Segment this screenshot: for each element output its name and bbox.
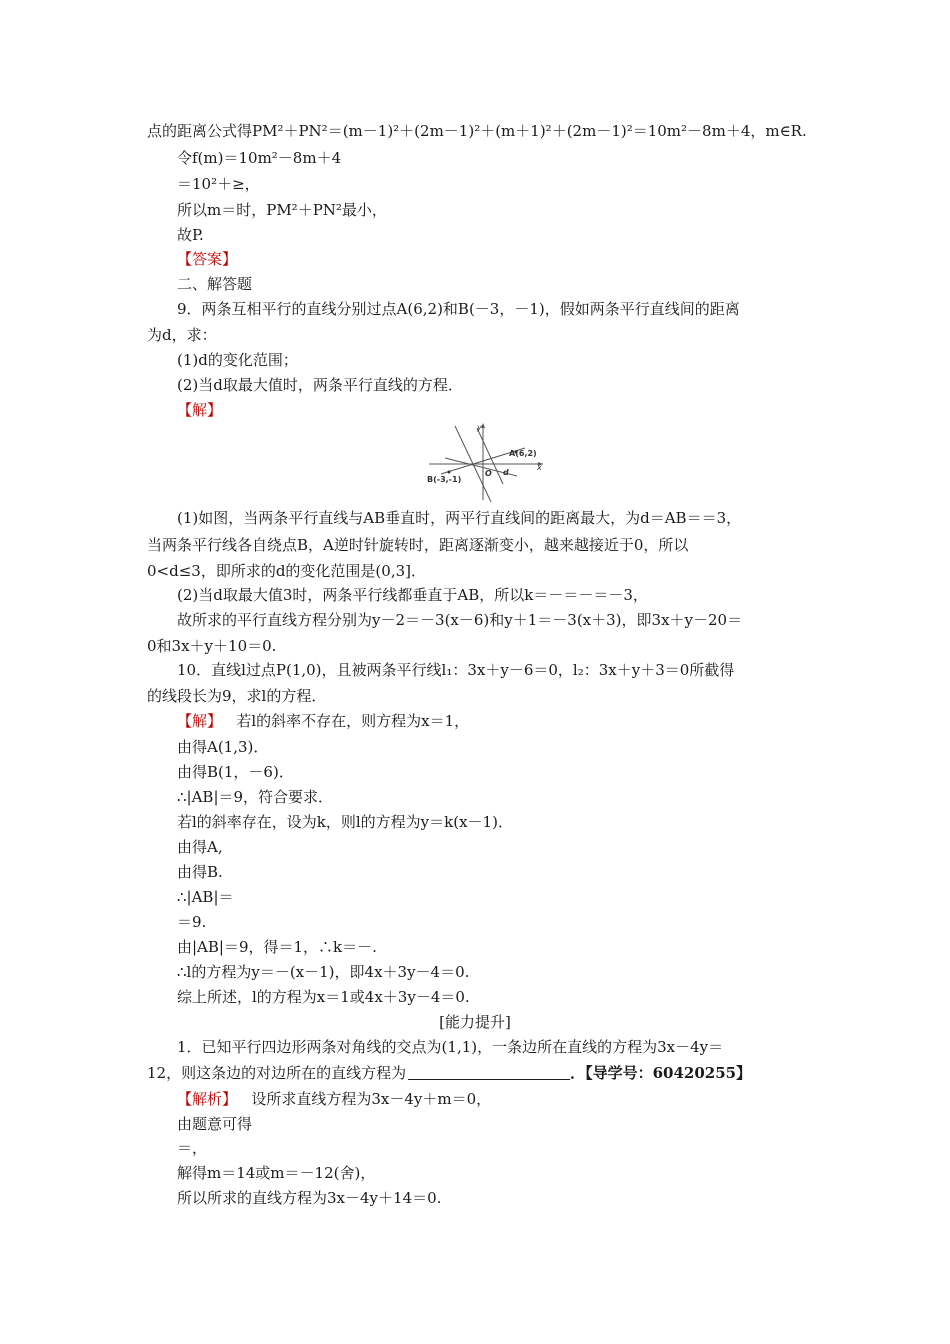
text-line: 综上所述，l的方程为x＝1或4x＋3y－4＝0.	[177, 988, 470, 1006]
text-span: 若l的斜率不存在，则方程为x＝1，	[236, 712, 470, 730]
text-line: ＝10²＋≥，	[177, 175, 260, 193]
text-line: 由|AB|＝9，得＝1，∴k＝－.	[177, 938, 377, 956]
text-line: 若l的斜率存在，设为k，则l的方程为y＝k(x－1)．	[177, 813, 513, 831]
text-line: ∴|AB|＝	[177, 888, 234, 906]
text-line	[177, 1089, 491, 1109]
text-line: 1．已知平行四边形两条对角线的交点为(1,1)，一条边所在直线的方程为3x－4y＝	[177, 1038, 724, 1056]
point-a-label: A(6,2)	[509, 449, 537, 458]
section-heading: [能力提升]	[439, 1013, 511, 1031]
text-line: 由得A(1,3)．	[177, 738, 269, 756]
guide-number: ．【导学号：60420255】	[570, 1064, 752, 1082]
text-line: 为d，求：	[147, 326, 217, 344]
x-axis-label: x	[537, 463, 542, 472]
text-line: 点的距离公式得PM²＋PN²＝(m－1)²＋(2m－1)²＋(m＋1)²＋(2m－1)²＝10m²－8m＋4，m∈R.	[147, 122, 807, 140]
text-line: ＝，	[177, 1139, 208, 1157]
answer-blank	[408, 1065, 570, 1080]
text-line: 由题意可得	[177, 1115, 253, 1133]
text-line: 令f(m)＝10m²－8m＋4	[177, 149, 342, 167]
text-line: ∴l的方程为y＝－(x－1)，即4x＋3y－4＝0.	[177, 963, 470, 981]
point-b-dot	[448, 471, 451, 474]
text-line	[147, 1063, 751, 1083]
distance-label: d	[503, 468, 509, 477]
text-line: 由得B(1，－6)．	[177, 763, 294, 781]
text-line: 所以所求的直线方程为3x－4y＋14＝0.	[177, 1189, 442, 1207]
text-line: 解得m＝14或m＝－12(舍)，	[177, 1164, 376, 1182]
text-line: 故P.	[177, 226, 204, 244]
solution-label: 【解】	[177, 401, 223, 419]
text-line: (2)当d取最大值3时，两条平行线都垂直于AB，所以k＝－＝－＝－3，	[177, 586, 648, 604]
answer-label: 【答案】	[177, 250, 238, 268]
text-line: (1)如图，当两条平行直线与AB垂直时，两平行直线间的距离最大，为d＝AB＝＝3，	[177, 509, 742, 527]
text-line: 10．直线l过点P(1,0)，且被两条平行线l₁：3x＋y－6＝0，l₂：3x＋y＋3＝0所截得	[177, 661, 735, 679]
text-span: 12，则这条边的对边所在的直线方程为	[147, 1064, 407, 1082]
solution-label: 【解】	[177, 712, 223, 730]
text-line: (2)当d取最大值时，两条平行直线的方程．	[177, 376, 463, 394]
section-heading: 二、解答题	[177, 275, 253, 293]
text-line: 由得B.	[177, 863, 223, 881]
point-b-label: B(-3,-1)	[427, 475, 462, 484]
y-axis-label: y	[477, 423, 482, 432]
origin-label: O	[485, 469, 492, 478]
text-line: 由得A,	[177, 838, 223, 856]
text-line: 0<d≤3，即所求的d的变化范围是(0,3]．	[147, 562, 426, 580]
text-line: 当两条平行线各自绕点B，A逆时针旋转时，距离逐渐变小，越来越接近于0，所以	[147, 536, 689, 554]
parallel-lines-figure	[425, 420, 545, 502]
text-line: (1)d的变化范围；	[177, 351, 298, 369]
text-line	[177, 711, 469, 731]
text-line: 所以m＝时，PM²＋PN²最小，	[177, 201, 387, 219]
text-line: 9．两条互相平行的直线分别过点A(6,2)和B(－3，－1)，假如两条平行直线间的距离	[177, 300, 740, 318]
text-line: ∴|AB|＝9，符合要求．	[177, 788, 334, 806]
text-line: 故所求的平行直线方程分别为y－2＝－3(x－6)和y＋1＝－3(x＋3)，即3x＋y－20＝	[177, 611, 743, 629]
text-line: 的线段长为9，求l的方程．	[147, 687, 327, 705]
analysis-label: 【解析】	[177, 1090, 238, 1108]
text-line: 0和3x＋y＋10＝0.	[147, 637, 277, 655]
text-line: ＝9.	[177, 913, 207, 931]
text-span: 设所求直线方程为3x－4y＋m＝0，	[251, 1090, 492, 1108]
